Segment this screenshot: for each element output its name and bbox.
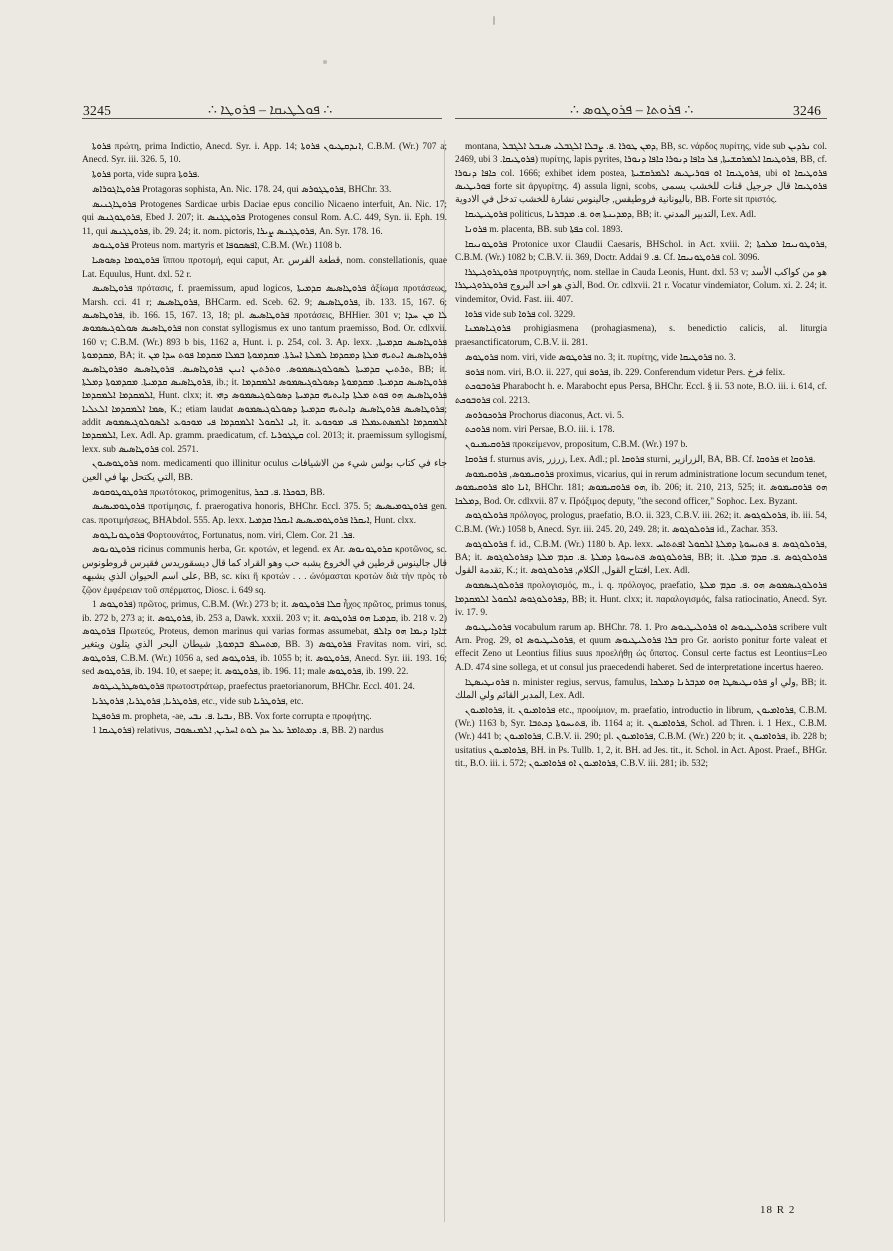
paper-speck <box>493 16 495 25</box>
dictionary-entry: ܦܪܘܬܐ πρώτη, prima Indictio, Anecd. Syr. i. App. 14; ܐܢܕܩܛܝܘܢ ܦܪܘܬܐ, C.B.M. (Wr.) 707 a; Anecd. Syr. iii. 326. 5, 10. <box>82 142 447 166</box>
header-rule-right <box>455 118 827 119</box>
dictionary-entry: ܦܪܘܛܪܝܐ, ܦܪܘܛܪܝܐ, ܦܪܘܛܪܝܐ, etc., vide sub ܦܪܘܛܪܝܐ, etc. <box>92 696 304 707</box>
header-rule-left <box>82 118 442 119</box>
dictionary-entry: ܦܪܘܠܝܛܝܘܣ vocabulum rarum ap. BHChr. 78. 1. Pro ܦܪܘܠܝܛܝܘܣ ܐܘ ܦܪܘܠܝܛܝܘܣ scribere vult Arn. Prog. 29, ܦܪܘܠܝܛܝܘܣ ܐܘ, et quum ܒܪܐ ܦܪܘܠܝܛܝܘܣ pro Gr. aoristo ponitur forte valeat et effecit Zeno ut Leontius filius suus προελήθῃ ὡς ὕπατος. Consul certe factus est Leontius=Leo A.D. 474 sine sollega, et ut consul jus praecedendi haberet. Sed de interpretatione incertus haereo. <box>455 622 827 673</box>
running-title-right: ∴ ܦܪܘܬܐ – ܦܪܘܛܘܣ ∴ <box>570 103 694 118</box>
dictionary-entry: ܦܪܘܛܝܩܐ 1) relativus, ܦ. ܕܡܬܐܡܪ ܥܠ ܚܕ ܠܘܬ ܐܚܪܝܢ, ܐܠܡܢܣܘܒ, BB. 2) nardus <box>92 726 384 737</box>
dictionary-entry: ܦܪܘܛܘܣܝܘܢ nom. medicamenti quo illinitur oculus جاء في كتاب بولس شيء من الاشيافات التي يكتحل بها في العين, BB. <box>82 459 447 483</box>
dictionary-entry: ܦܪܘܩܐ f. sturnus avis, زرزر, Lex. Adl.; pl. ܦܪܘܩܐ sturni, الزرازير, BA, BB. Cf. ܦܪܘܩܐ et ܦܪܘܩܐ. <box>465 455 816 466</box>
page-number-left: 3245 <box>83 103 112 118</box>
dictionary-entry: ܦܪܘܟܬ nom. viri Persae, B.O. iii. i. 178. <box>465 425 615 436</box>
dictionary-entry: ܦܪܘܩܝܡܘܣ, ܦܪܘܩܝܡܘܣ proximus, vicarius, qui in rerum administratione locum secundum tenet, ܐܢܐ ܘܐܦ ܦܪܘܩܝܡܘܣ, BHChr. 181; ܗܘ ܦܪܘܩܝܡܘܣ, ib. 206; it. 210, 213, 525; it. ܗܘ ܦܪܘܩܝܡܘܣ ܕܡܠܟܐ, Bod. Or. cdlxvii. 87 v. Πρόξιμος deputy, "the second officer," Sophoc. Lex. Byzant. <box>455 469 828 507</box>
dictionary-entry: ܦܪܘܛܘܣ nom. viri, vide ܦܪܘܛܘܣ no. 3; it. πυρίτης, vide ܦܪܘܛܝܩܐ no. 3. <box>465 352 736 363</box>
dictionary-entry: ܦܪܘܛܘܡܐ ܕܣܘܣܝܐ ἵππου προτομή, equi caput, Ar. قطعة الفرس, nom. constellationis, quae Lat. Equulus, Hunt. dxl. 52 r. <box>82 256 447 280</box>
dictionary-entry: ܦܪܘܛܘܢܘܣ ricinus communis herba, Gr. κροτών, et legend. ex Ar. ܩܪܘܛܘܢܘܣ κροτῶνος, sc. قال جالينوس قرطين في الخروع يشبه حب وهو القراد كما قال ديسقوريدس فقيرس قروطونوس على اسم الحيوان الذي يشبهه, BB, sc. κίκι ἢ κροτών . . . ὠνόμασται κροτὼν διὰ τὴν πρὸς τὸ ζῷον ἐμφέρειαν τοῦ σπέρματος, Diosc. i. 649 sq. <box>82 545 448 596</box>
dictionary-entry: ܦܪܘܠܘܓܝܣܡܘܣ προλογισμός, m., i. q. πρόλογος, praefatio, ܦܪܘܠܘܓܝܣܡܘܣ ܗܘ .ܦ. ܩܕܡ ܡܠܬܐ ܕܦܪܘܠܘܓܘܣ ܐܠܩܘܠ ܐܠܡܩܕܡܐ, BB; it. Hunt. clxx; it. παραλογισμός, falsa ratiocinatio, Anecd. Syr. iv. 17. 9. <box>455 581 828 618</box>
dictionary-entry: ܦܪܘܢܛܝܣܛܐ n. minister regius, servus, famulus, ولي او ܦܪܘܢܛܝܣܛܐ ܗܘ ܡܕܒܪܢܐ ܕܡܠܟܐ, BB; it. المدبر القائم ولي الملك, Lex. Adl. <box>455 677 828 701</box>
dictionary-entry: ܦܪܘܛܘܢܐܛܘܣ Φορτουνάτος, Fortunatus, nom. viri, Clem. Cor. ܦܪ. 21. <box>92 530 355 541</box>
left-column <box>82 141 447 740</box>
dictionary-entry: ܦܪܘܛܘܣܛܪܛܝܛܘܣ πρωτοστράτωρ, praefectus praetorianorum, BHChr. Eccl. 401. 24. <box>92 681 415 692</box>
dictionary-entry: ܦܪܘܛܝܘܣ Proteus nom. martyris et ܐܦܣܩܘܦܐ, C.B.M. (Wr.) 1108 b. <box>92 241 342 252</box>
dictionary-entry: ܦܪܘܬܐ porta, vide supra ܦܪܘܬܐ. <box>92 170 200 181</box>
dictionary-entry: ܦܪܘܐܡܝܘܢ, it. ܦܪܘܐܡܝܘܢ etc., προοίμιον, m. praefatio, introductio in librum, ܦܪܘܐܡܝܘܢ, C.B.M. (Wr.) 1163 b, Syr. ܦܬܝܚܘܬܐ ܕܟܬܒܐ, ib. 1164 a; it. ܦܪܘܐܡܝܘܢ, Schol. ad Thren. i. 1 Hex., C.B.M. (Wr.) 441 b; ܦܪܘܐܡܝܘܢ, C.B.V. ii. 290; pl. ܦܪܘܐܡܝܘܢ, C.B.M. (Wr.) 220 b; it. ܦܪܘܐܡܝܘܢ, ib. 228 b; usitatius ܦܪܘܐܡܝܘܢ, BH. in Ps. Tullb. 1, 2, it. BH. ad Jes. tit., it. Schol. in Act. Apost. Praef., BHGr. tit., B.O. iii. i. 572; ܦܪܘܐܡܝܘܢ ܐܘ ܦܪܘܐܡܝܘܢ, C.B.V. iii. 281; ib. 532; <box>455 705 828 770</box>
dictionary-entry: ܦܪܘܦܛܐ m. propheta, -ae, ܢܒܝܐ .ܦ. ܢܒܝ, BB. Vox forte corrupta e προφήτης. <box>92 711 372 722</box>
dictionary-entry: ܦܪܘܒܘܟܬ Pharabocht h. e. Marabocht epus Persa, BHChr. Eccl. § ii. 53 note, B.O. iii. i. 614, cf. ܦܪܘܒܘܟܬ col. 2213. <box>455 382 827 406</box>
dictionary-entry: ܦܪܘܠܘܓܘܣ f. id., C.B.M. (Wr.) 1180 b. Ap. lexx. ܦܪܘܠܘܓܘܣ .ܦ ܦܬܝܚܘܬܐ ܕܡܠܬܐ ܐܠܩܘܠ ܐܦܬܬܐܚ, BA; it. ܦܪܘܠܘܓܘܣ ܦܬܝܚܘܬܐ ܕܡܠܬܐ .ܦ. ܩܕܡ ܡܠܬܐ ܕܦܪܘܠܘܓܘܣ, BB; it. ܦܪܘܠܘܓܘܣ .ܦ. ܩܕܡ ܡܠܬܐ. تقدمة القول, K.; it. افتتاح القول, الكلام, ܦܪܘܠܘܓܘܣ, Lex. Adl. <box>455 539 827 577</box>
dictionary-entry: ܦܪܘܛܘܛܘܩܘܣ πρωτότοκος, primogenitus, ܒܘܟܪܐ .ܦ. ܒܟܪ, BB. <box>92 487 325 498</box>
dictionary-entry: ܦܪܘܛܐܓܘܪܐܣ Protagoras sophista, An. Nic. 178. 24, qui ܦܪܘܛܓܘܪܣ, BHChr. 33. <box>92 185 392 196</box>
dictionary-entry: ܦܪܘܠܘܓܘܣ πρόλογος, prologus, praefatio, B.O. ii. 323, C.B.V. iii. 262; it. ܦܪܘܠܘܓܘܣ, ib. iii. 54, C.B.M. (Wr.) 1058 b, Anecd. Syr. iii. 245. 20, 249. 28; it. ܦܪܘܠܘܓܘܣ id., Zachar. 353. <box>455 511 828 535</box>
signature-mark: 18 R 2 <box>760 1204 796 1216</box>
dictionary-entry: ܦܪܘܛܝܛܝܩܐ politicus, ܕܡܕܝܢܬܐ ܗܘ .ܦ. ܡܕܒܪܢܐ, BB; it. التدبير المدني, Lex. Adl. <box>465 210 757 221</box>
dictionary-entry: ܦܪܘܓܝܐܣܡܢܐ prohigiasmena (prohagiasmena), s. benedictio calicis, al. liturgia praesanctificatorum, C.B.V. ii. 281. <box>455 324 827 348</box>
dictionary-entry: ܦܪܘܟܘܪܘܣ Prochorus diaconus, Act. vi. 5. <box>465 410 624 421</box>
dictionary-entry: ܦܪܘܛܘܢܝܩܐ Protonice uxor Claudii Caesaris, BHSchol. in Act. xviii. 2; ܦܪܘܛܘܢܝܩܐ ܡܠܟܬܐ, C.B.M. (Wr.) 1082 b; C.B.V. ii. 369, Doctr. Addai ܦ. 9. Cf. ܦܪܘܛܘܢܝܩܐ col. 3096. <box>455 239 827 264</box>
dictionary-entry: ܦܪܘܛܘܣ 1) πρῶτος, primus, C.B.M. (Wr.) 273 b; it. ܩܠܐ ܦܪܘܛܘܣ ἦχος πρῶτος, primus tonus, ib. 272 b, 273 a; it. ܦܪܘܛܘܣ, ib. 253 a, Dawk. xxxii. 203 v; it. ܩܕܡܝܐ ܗܘ ܦܪܘܛܘܣ, ib. 218 v. 2) ܦܪܘܛܘܣ Πρωτεύς, Proteus, demon marinus qui varias formas assumebat, ܫܐܕܐ ܕܝܡܐ ܗܘ ܕܐܠܦ ܡܬܚܠܦ ܒܕܡܘܬܐ, شيطان البحر الذي يتلون ويتغير, BB. 3) ܦܪܘܛܘܣ Fravitas nom. viri, sc. ܦܪܘܛܘܣ, C.B.M. (Wr.) 1056 a, sed ܦܪܘܛܘܣ, ib. 1055 b; it. ܦܪܘܛܘܣ, Anecd. Syr. iii. 193. 16; sed ܦܪܘܛܘܣ, ib. 194. 10, et saepe; it. ܦܪܘܛܘܣ, ib. 196. 11; male ܦܪܘܛܘܣ, ib. 199. 22. <box>82 600 447 678</box>
dictionary-entry: ܦܪܘܛܐܓܢܝܣ Protogenes Sardicae urbis Daciae epus concilio Nicaeno interfuit, An. Nic. 17; qui ܦܪܘܛܘܓܢܣ, Ebed J. 207; it. ܦܪܘܛܓܢܣ Protogenes consul Rom. A.C. 449, Syn. ii. Eph. 19. 11, qui ܦܪܘܛܓܢܣ, ib. 29. 24; it. nom. pictoris, ܦܪܘܛܓܢܣ ܨܝܪܐ, An. Syr. 178. 16. <box>82 199 447 237</box>
dictionary-entry: ܦܪܘܛܪܘܓܝܛܪܐ προτρυγητής, nom. stellae in Cauda Leonis, Hunt. dxl. 53 v; هو من كواكب الأسد الذي هو احد البروج ܦܪܘܛܪܘܓܝܛܪܐ, Bod. Or. cdlxvii. 21 r. Vocatur vindemiator, Colum. xi. 2. 24; it. vindemitor, Ovid. Fast. iii. 407. <box>455 268 827 305</box>
paper-speck <box>323 60 327 64</box>
page-number-right: 3246 <box>793 103 822 118</box>
dictionary-entry: ܦܪܘܐ vide sub ܦܪܘܐ col. 3229. <box>465 309 576 320</box>
dictionary-entry: ܦܪܘܦ nom. viri, B.O. ii. 227, qui ܦܪܘܦ, ib. 229. Conferendum videtur Pers. فرخ felix. <box>465 367 786 378</box>
right-column <box>455 141 827 773</box>
dictionary-entry: ܦܪܘܛܐܣܝܣ πρότασις, f. praemissum, apud logicos, ܦܪܘܛܐܣܝܣ ܩܕܡܝܬܐ ἀξίωμα προτάσεως, Marsh. cci. 41 r; ܦܪܘܛܐܣܝܣ, BHCarm. ed. Sceb. 62. 9; ܦܪܘܛܐܣܝܣ, ib. 133. 15, 167. 6; ܦܪܘܛܐܣܝܣ, ib. 166. 15, 167. 13, 18; pl. ܦܪܘܛܐܣܝܣ προτάσεις, BHHier. 301 v; ܠܐ ܡܢ ܚܕܐ ܦܪܘܛܐܣܝܣ ܣܘܠܘܓܝܣܡܘܣ non constat syllogismus ex uno tantum praemisso, Bod. Or. cdlxvii. 160 v; C.B.M. (Wr.) 893 b bis, 1162 a, Hunt. i. p. 254, col. 3. Ap. lexx. ܦܪܘܛܐܣܝܣ ܩܕܡܝܬܐ, ܡܩܕܡܘܬܐ, BA; it. ܦܪܘܛܐܣܝܣ ܐܝܬܝܗ ܡܠܬܐ ܕܡܩܕܡܐ ܠܡܠܬܐ ܐܚܪܬܐ. ܡܩܕܡܘܬܐ ܒܡܠܐ ܡܩܕܡܐ ܦܘܬ ܚܕܐ ܡܢ ܬܪܬܝܢ ܩܕܡܝܬܐ ܠܣܘܠܘܓܝܣܡܘܣ. ܘܬܪܬܝܢ ܐܢܝܢ ܦܪܘܛܐܣܝܣ. ܦܪܘܛܐܣܝܣ ܘܦܪܘܛܐܣܝܣ, BB; it. ܦܪܘܛܐܣܝܣ ܩܕܡܝܬܐ. ܡܩܕܡܘܬܐ ܕܡܠܬܐ, ib.; it. ܦܪܘܛܐܣܝܣ ܩܕܡܝܬܐ. ܡܩܕܡܘܬܐ ܕܣܘܠܘܓܝܣܡܘܣ ܐܠܡܩܕܡܐ ܐܠܡܩܕܡܐ ܐܠܡܩܕܡܐ, Hunt. clxx; it. ܦܪܘܛܐܣܝܣ ܗܘ ܦܘܬ ܡܠܬܐ ܕܐܝܬܝܗ ܩܕܡܝܬܐ ܕܣܘܠܘܓܝܣܡܘܣ ܕܗܝ ܣܡܐ ܐܠܡܩܕܡܐ ܐܠܥܠܝܐ, K.; etiam laudat ܦܪܘܛܐܣܝܣ ܦܪܘܛܐܣܝܣ ܕܐܝܬܝܗ ܩܕܡܝܬܐ ܕܣܘܠܘܓܝܣܡܘܣ; addit ܐܝ ܐܠܩܘܠ ܐܠܡܩܕܡܐ ܦܝ ܡܘܟܘܥ ܐܠܣܘܠܘܓܝܣܡܘܣ, it. ܐܠܡܩܕܡܐ ܐܠܡܣܬܥܡܠܐ ܦܝ ܡܘܟܘܥ ܐܠܡܩܕܡܐ, Lex. Adl. Ap. gramm. praedicatum, cf. ܩܛܓܘܪܝܐ col. 2013; it. praemissum syllogismi, lexx. sub ܦܪܘܛܐܣܝܣ col. 2571. <box>82 284 448 455</box>
dictionary-entry: ܦܪܘܩܝܡܢܘܢ προκείμενον, propositum, C.B.M. (Wr.) 197 b. <box>465 440 688 451</box>
dictionary-entry: ܦܪܘܛܘܡܝܣܝܣ προτίμησις, f. praerogativa honoris, BHChr. Eccl. 375. 5; ܦܪܘܛܘܡܝܣܝܣ gen. cas. προτιμήσεως, BHAbdol. 555. Ap. lexx. ܐܝܩܪܐ ܦܪܘܛܘܡܝܣܝܣ ܐܝܩܪܐ ܩܕܡܝܐ, Hunt. clxx. <box>82 502 447 526</box>
dictionary-entry: montana, ܕܡܢ ܛܘܪܐ .ܦ. ܨܒܠܐ ܐܠܓܒܠܝ ܣܢܒܠ ܐܠܓܒܠ, BB, sc. νάρδος πυρίτης, vide sub ܢܪܕܝܢ col. 2469, ubi ܦܪܘܛܝܩܐ. 3) πυρίτης, lapis pyrites, ܦܪܘܛܝܩܐ ܐܠܡܪܩܫܝܬܐ, ܦܠ ܟܐܦܐ ܕܢܘܪܐ ܟܐܦܐ ܕܢܘܪܐ, BB, cf. ܟܐܦܐ ܕܢܘܪܐ col. 1666; exhibet idem postea, ܦܪܘܛܝܩܐ ܐܘ ܦܘܪܝܛܝܣ ܐܠܡܪܩܫܝܬܐ, ubi ܦܪܘܛܝܩܐ ܐܘ ܦܘܪܝܛܝܣ forte sit ἀργυρίτης. 4) assula ligni, scobs, ܦܪܘܛܝܩܐ قال جرجيل قنات للخشب يسمى باليونانية فروطيقس, جالينوس نشارة للخشب تدخل في الادوية, BB. Forte sit πριστός. <box>455 142 828 206</box>
running-title-left: ∴ ܦܘܠܛܝܩܐ – ܦܪܘܛܐ ∴ <box>208 103 333 118</box>
dictionary-entry: ܦܪܘܢܐ m. placenta, BB. sub ܟܦܬܐ col. 1893. <box>465 225 623 236</box>
